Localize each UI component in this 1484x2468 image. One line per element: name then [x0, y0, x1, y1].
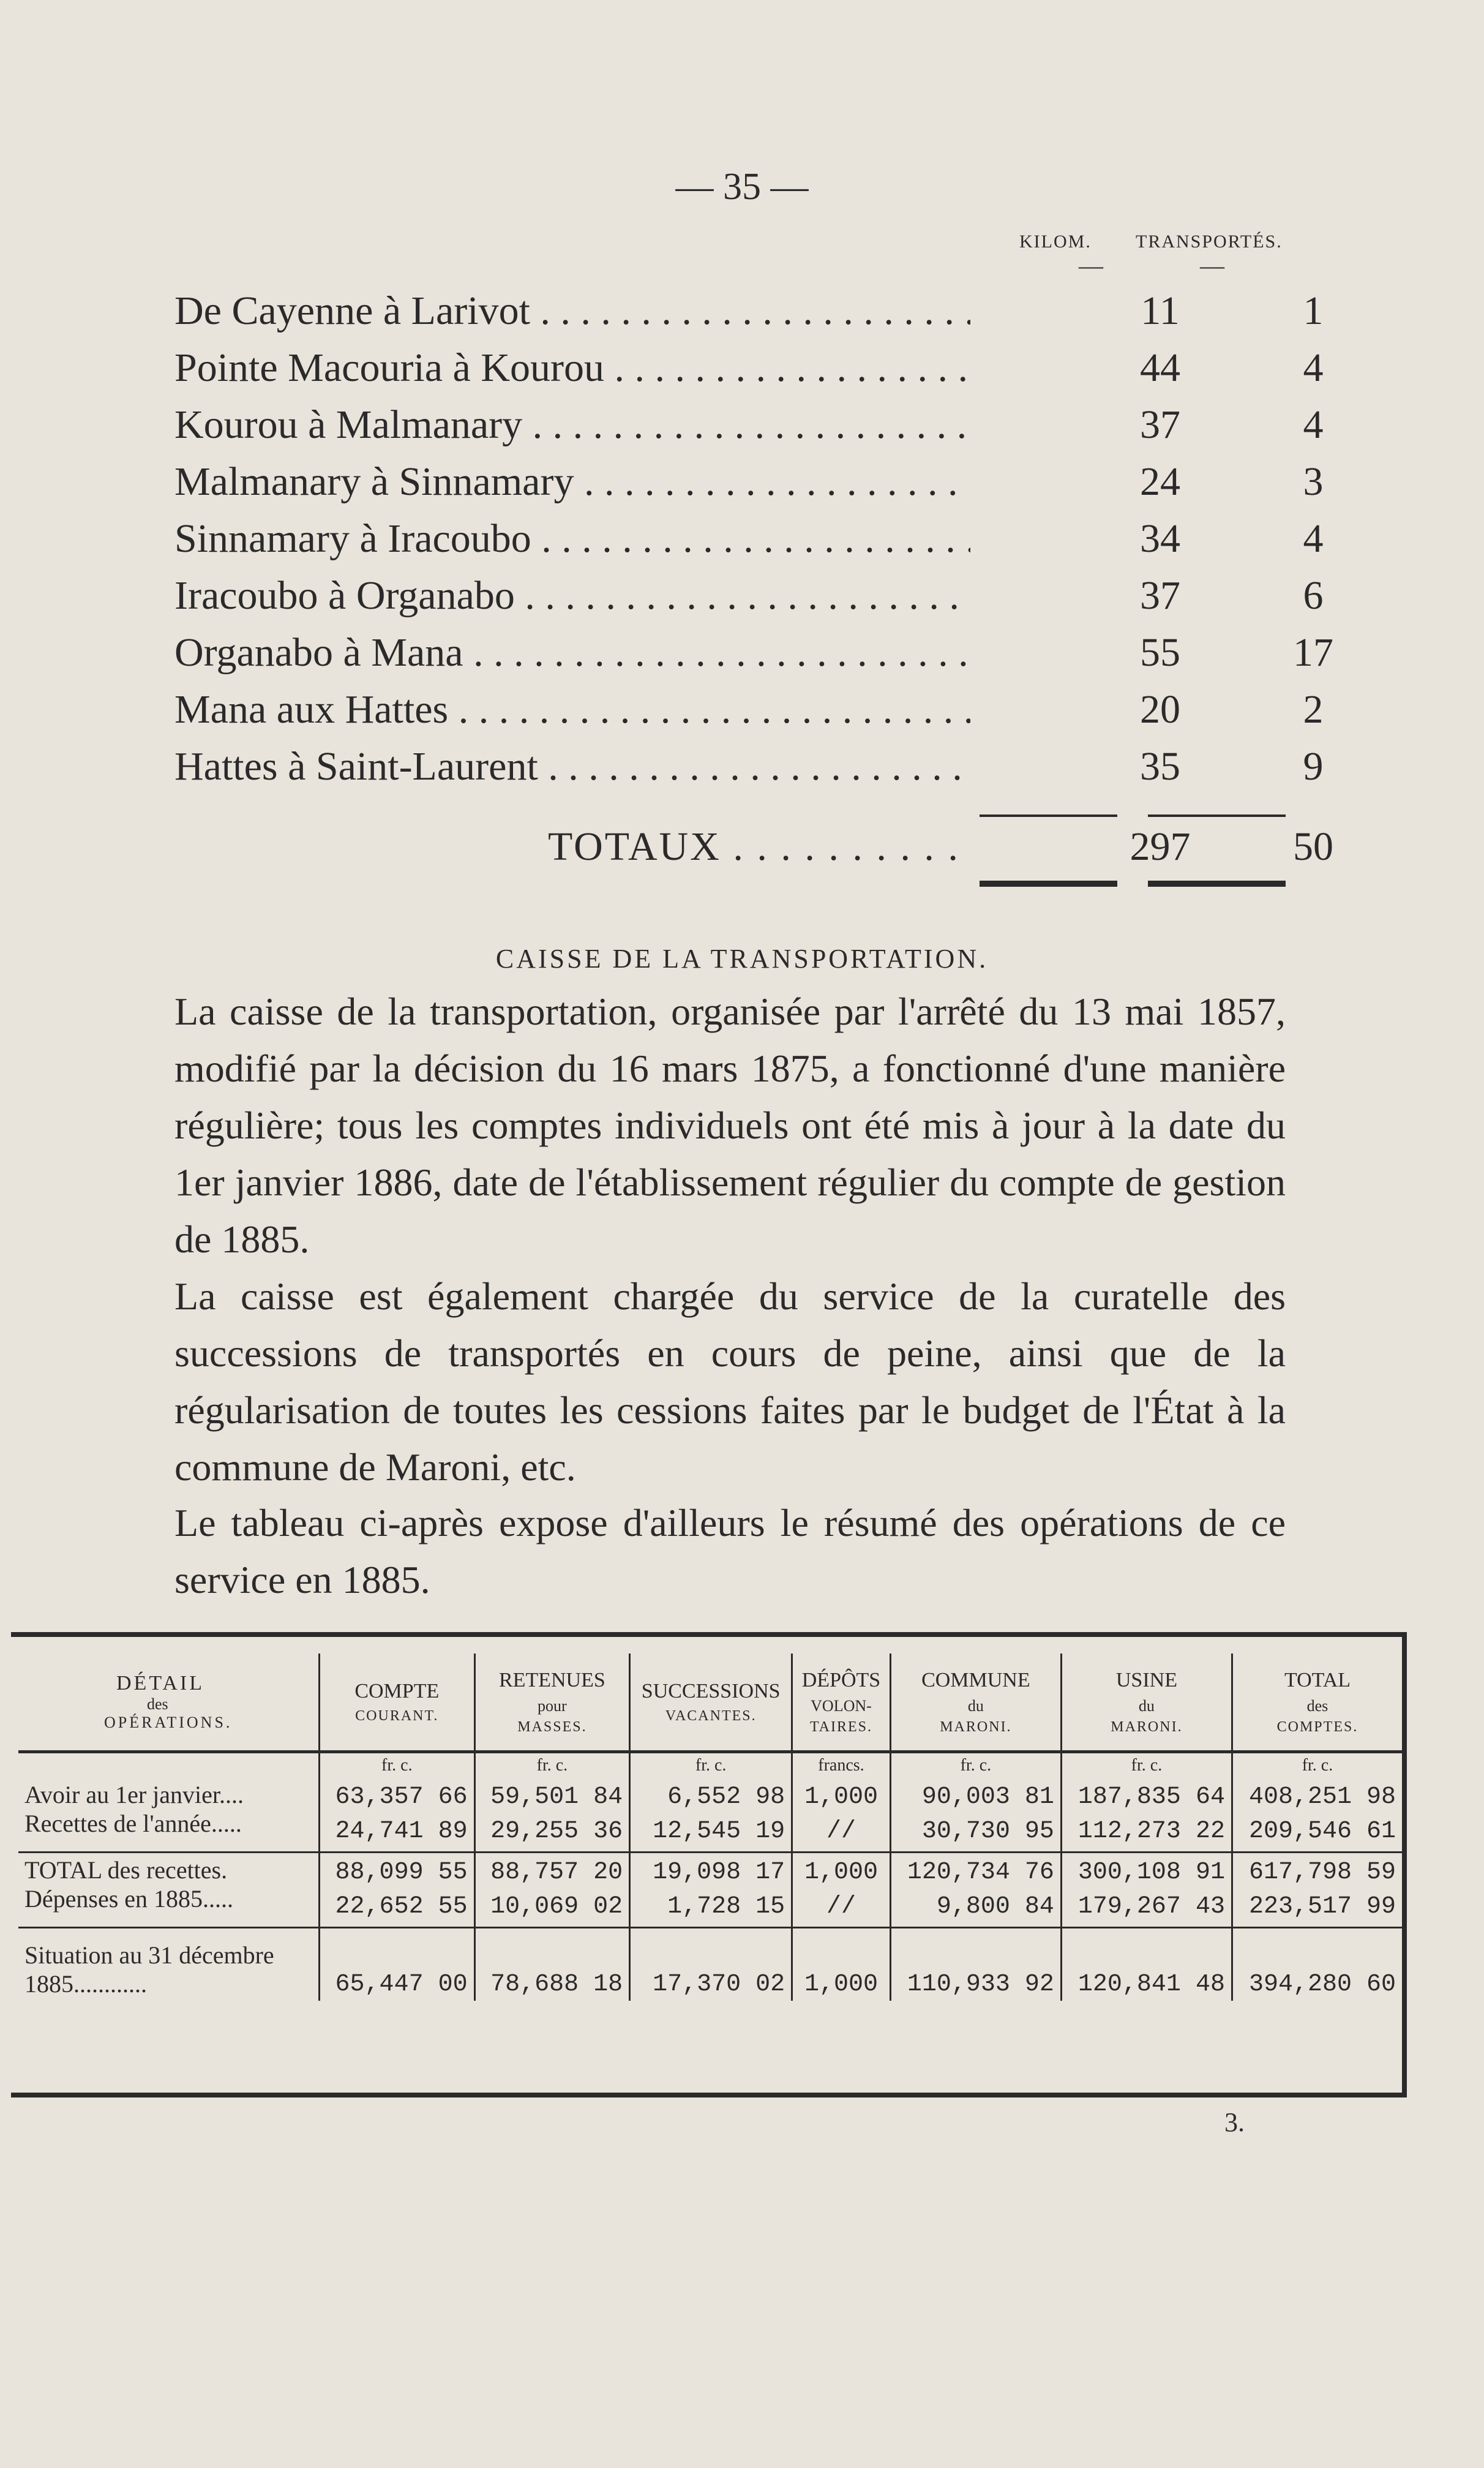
route-row: [174, 630, 1333, 685]
unit-cell: fr. c.: [320, 1752, 475, 1778]
header-sub2: MASSES.: [517, 1718, 587, 1735]
value-cell: 59,501 84 29,255 36: [474, 1778, 630, 1853]
value-cell: 120,734 76 9,800 84: [890, 1853, 1061, 1928]
value-cell: 78,688 18: [474, 1928, 630, 2001]
table-row: [18, 1778, 1402, 1853]
signature-mark: 3.: [1224, 2107, 1245, 2137]
header-successions: [630, 1653, 792, 1752]
route-row: [174, 687, 1324, 742]
paragraph: La caisse est également chargée du service de la curatelle des successions de transportés en cours de peine, ainsi que de la régularisation de toutes les cessions faites par le budget de l'État à la commune de Maroni, etc.: [174, 1274, 1286, 1489]
unit-cell: fr. c.: [1232, 1752, 1402, 1778]
value-cell: 300,108 91 179,267 43: [1061, 1853, 1232, 1928]
route-name: Organabo à Mana . . .: [174, 630, 970, 676]
route-row: [174, 516, 1324, 571]
value-cell: 110,933 92: [890, 1928, 1061, 2001]
units-row: [18, 1752, 1402, 1778]
row-label-text: Recettes de l'année.....: [24, 1810, 242, 1837]
route-km: 11: [1141, 288, 1180, 333]
row-label-text: TOTAL des recettes.: [24, 1856, 228, 1884]
route-name: Iracoubo à Organabo . . .: [174, 573, 970, 619]
total-rule-transported: [1148, 881, 1286, 887]
header-sub: des: [1306, 1696, 1328, 1715]
route-name: Malmanary à Sinnamary . . .: [174, 459, 970, 505]
route-row: [174, 345, 1324, 400]
row-label-text: Avoir au 1er janvier....: [24, 1781, 244, 1808]
header-sub2: VACANTES.: [665, 1707, 757, 1724]
row-label-text: Dépenses en 1885.....: [24, 1885, 234, 1913]
value-cell: 19,098 17 1,728 15: [630, 1853, 792, 1928]
value-cell: 617,798 59 223,517 99: [1232, 1853, 1402, 1928]
route-name: Sinnamary à Iracoubo . . .: [174, 516, 970, 562]
route-transported: 4: [1303, 516, 1324, 561]
header-main: SUCCESSIONS: [641, 1679, 781, 1702]
corner-line1: DÉTAIL: [116, 1672, 205, 1695]
section-title: CAISSE DE LA TRANSPORTATION.: [495, 944, 989, 974]
value-cell: 187,835 64 112,273 22: [1061, 1778, 1232, 1853]
value-cell: 65,447 00: [320, 1928, 475, 2001]
unit-cell: fr. c.: [630, 1752, 792, 1778]
header-corner: [18, 1653, 320, 1752]
header-depots: [792, 1653, 891, 1752]
route-transported: 4: [1303, 402, 1324, 447]
page-number: — 35 —: [675, 166, 809, 208]
subtotal-rule-transported: [1148, 815, 1286, 817]
value-cell: 17,370 02: [630, 1928, 792, 2001]
corner-line2: des: [147, 1695, 168, 1713]
value-cell: 88,757 20 10,069 02: [474, 1853, 630, 1928]
route-transported: 1: [1303, 288, 1324, 333]
header-commune: [890, 1653, 1061, 1752]
value-cell: 90,003 81 30,730 95: [890, 1778, 1061, 1853]
route-row: [174, 573, 1324, 628]
route-name: Kourou à Malmanary . . .: [174, 402, 970, 448]
unit-cell: fr. c.: [1061, 1752, 1232, 1778]
route-km: 35: [1140, 744, 1180, 789]
total-km: 297: [1130, 824, 1191, 869]
units-label-empty: [18, 1752, 320, 1778]
route-name: Pointe Macouria à Kourou . . .: [174, 345, 970, 391]
header-sub2: COMPTES.: [1276, 1718, 1358, 1735]
header-main: TOTAL: [1284, 1668, 1351, 1691]
total-transported: 50: [1293, 824, 1333, 869]
value-cell: 1,000 //: [792, 1778, 891, 1853]
header-sub: du: [1138, 1696, 1155, 1715]
unit-cell: francs.: [792, 1752, 891, 1778]
route-km: 24: [1140, 459, 1180, 504]
row-label: [18, 1778, 320, 1853]
route-km: 20: [1140, 687, 1180, 732]
route-row: [174, 288, 1324, 343]
column-header-km: KILOM.: [1019, 231, 1092, 252]
route-row: [174, 459, 1324, 514]
value-cell: 1,000: [792, 1928, 891, 2001]
header-sub: du: [967, 1696, 984, 1715]
value-cell: 1,000 //: [792, 1853, 891, 1928]
header-sub2: MARONI.: [940, 1718, 1012, 1735]
route-km: 44: [1140, 345, 1180, 390]
table-row: [18, 1928, 1402, 2001]
route-transported: 17: [1293, 630, 1333, 675]
header-usine: [1061, 1653, 1232, 1752]
total-rule-km: [980, 881, 1117, 887]
header-sub: VOLON-: [811, 1696, 872, 1715]
route-km: 37: [1140, 573, 1180, 618]
column-dash-transported: —: [1200, 252, 1224, 279]
header-main: COMMUNE: [921, 1668, 1030, 1691]
route-km: 55: [1140, 630, 1180, 675]
totals-row: [174, 824, 1333, 879]
corner-line3: OPÉRATIONS.: [104, 1714, 233, 1731]
header-sub: pour: [538, 1696, 567, 1715]
header-sub2: MARONI.: [1111, 1718, 1183, 1735]
value-cell: 394,280 60: [1232, 1928, 1402, 2001]
row-label: [18, 1853, 320, 1928]
header-sub2: COURANT.: [355, 1707, 439, 1724]
route-row: [174, 743, 1324, 799]
value-cell: 6,552 98 12,545 19: [630, 1778, 792, 1853]
unit-cell: fr. c.: [474, 1752, 630, 1778]
column-header-transported: TRANSPORTÉS.: [1136, 231, 1283, 252]
header-main: RETENUES: [499, 1668, 605, 1691]
value-cell: 120,841 48: [1061, 1928, 1232, 2001]
row-label: Situation au 31 décembre 1885............: [18, 1928, 320, 2001]
route-name: De Cayenne à Larivot . . .: [174, 288, 970, 334]
header-total: [1232, 1653, 1402, 1752]
route-name: Mana aux Hattes . . .: [174, 687, 970, 733]
unit-cell: fr. c.: [890, 1752, 1061, 1778]
route-name: Hattes à Saint-Laurent . . .: [174, 743, 970, 790]
route-transported: 4: [1303, 345, 1324, 390]
header-main: COMPTE: [354, 1679, 440, 1702]
route-transported: 2: [1303, 687, 1324, 732]
totals-label: TOTAUX . . .: [548, 824, 970, 870]
value-cell: 63,357 66 24,741 89: [320, 1778, 475, 1853]
operations-table: [18, 1653, 1402, 2001]
route-km: 34: [1140, 516, 1180, 561]
header-sub2: TAIRES.: [809, 1718, 873, 1735]
header-main: USINE: [1115, 1668, 1177, 1691]
table-header-row: [18, 1653, 1402, 1752]
route-row: [174, 402, 1324, 457]
header-retenues: [474, 1653, 630, 1752]
value-cell: 88,099 55 22,652 55: [320, 1853, 475, 1928]
route-transported: 3: [1303, 459, 1324, 504]
header-compte-courant: [320, 1653, 475, 1752]
route-km: 37: [1140, 402, 1180, 447]
subtotal-rule-km: [980, 815, 1117, 817]
column-dash-km: —: [1079, 252, 1103, 279]
route-transported: 9: [1303, 744, 1324, 789]
header-main: DÉPÔTS: [801, 1668, 881, 1691]
route-transported: 6: [1303, 573, 1324, 618]
value-cell: 408,251 98 209,546 61: [1232, 1778, 1402, 1853]
paragraph: La caisse de la transportation, organisée par l'arrêté du 13 mai 1857, modifié par la décision du 16 mars 1875, a fonctionné d'une manière régulière; tous les comptes individuels ont été mis à jour à la date du 1er janvier 1886, date de l'établissement régulier du compte de gestion de 1885.: [174, 990, 1286, 1261]
table-row: [18, 1853, 1402, 1928]
paragraph: Le tableau ci-après expose d'ailleurs le résumé des opérations de ce service en 1885.: [174, 1501, 1286, 1601]
